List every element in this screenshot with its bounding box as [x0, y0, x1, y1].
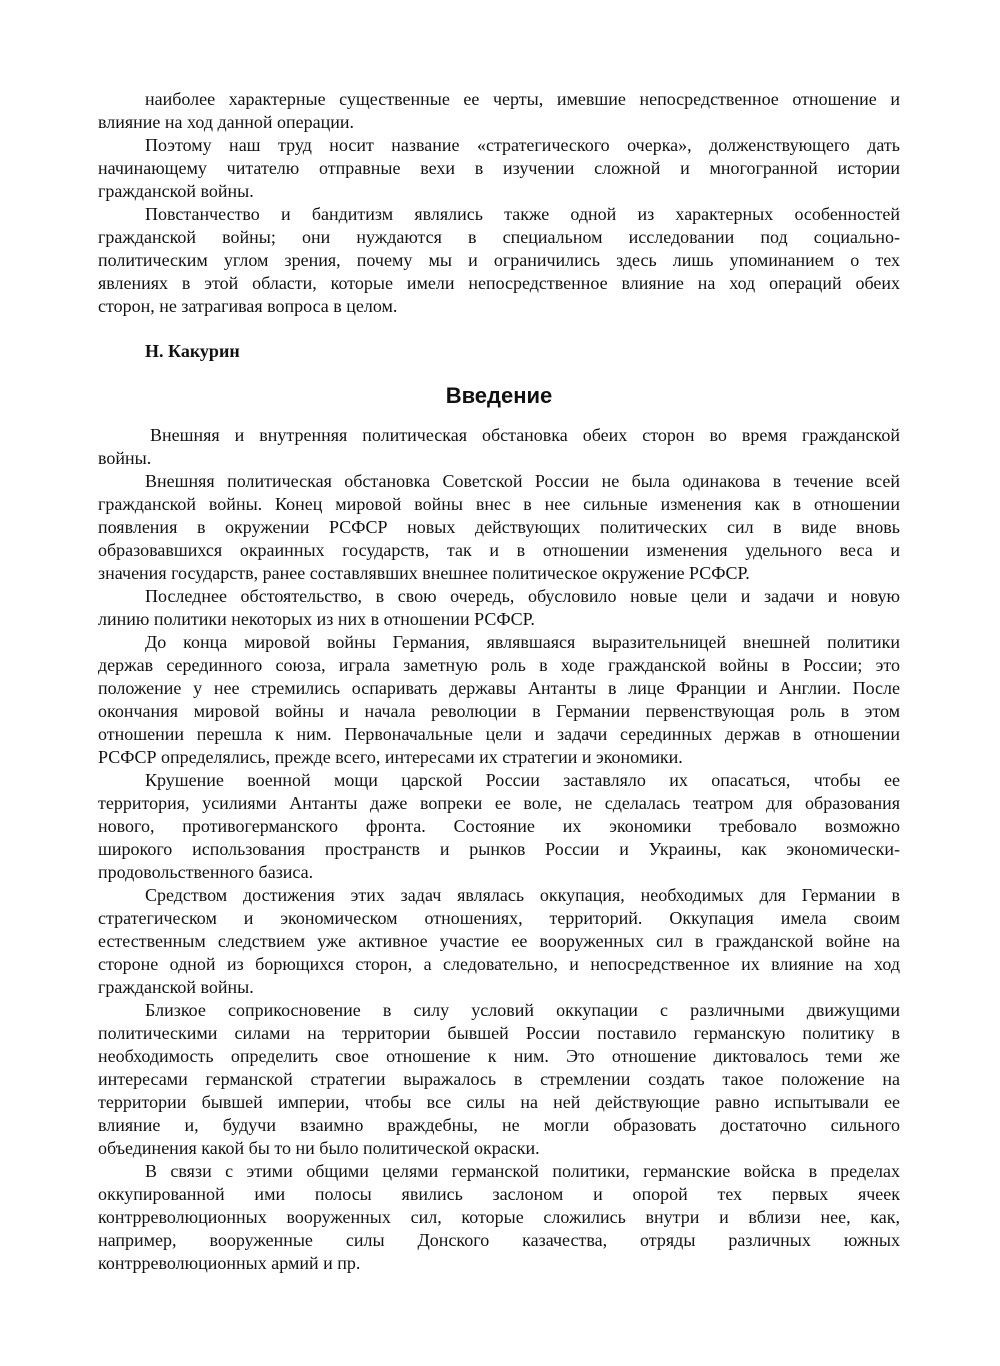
- text-line: сторон, не затрагивая вопроса в целом.: [98, 296, 398, 316]
- text-line: появления в окружении РСФСР новых действующих политических сил в виде вновь: [98, 517, 900, 537]
- text-line: начинающему читателю отправные вехи в изучении сложной и многогранной истории: [98, 158, 900, 178]
- text-line: политическими силами на территории бывшей России поставило германскую политику в: [98, 1023, 900, 1043]
- paragraph: [98, 424, 900, 470]
- paragraph: [98, 470, 900, 585]
- introduction-section: [98, 424, 900, 1275]
- paragraph: [98, 585, 900, 631]
- text-line: объединения какой бы то ни было политической окраски.: [98, 1138, 540, 1158]
- text-line: держав серединного союза, играла заметную роль в ходе гражданской войны в России; это: [98, 655, 900, 675]
- text-line: РСФСР определялись, прежде всего, интересами их стратегии и экономики.: [98, 747, 683, 767]
- text-line: Повстанчество и бандитизм являлись также одной из характерных особенностей: [145, 204, 900, 224]
- text-line: влияние и, будучи взаимно враждебны, не могли образовать достаточно сильного: [98, 1115, 900, 1135]
- text-line: значения государств, ранее составлявших внешнее политическое окружение РСФСР.: [98, 563, 750, 583]
- text-line: гражданской войны.: [98, 181, 254, 201]
- text-line: гражданской войны.: [98, 977, 254, 997]
- text-line: территория, усилиями Антанты даже вопреки ее воле, не сделалась театром для образования: [98, 793, 900, 813]
- text-line: Средством достижения этих задач являлась оккупация, необходимых для Германии в: [145, 885, 900, 905]
- text-line: Последнее обстоятельство, в свою очередь, обусловило новые цели и задачи и новую: [145, 586, 900, 606]
- text-line: образовавшихся окраинных государств, так и в отношении изменения удельного веса и: [98, 540, 900, 560]
- text-line: продовольственного базиса.: [98, 862, 314, 882]
- paragraph: [98, 884, 900, 999]
- text-line: Поэтому наш труд носит название «стратегического очерка», долженствующего дать: [145, 135, 900, 155]
- text-line: оккупированной ими полосы явились заслоном и опорой тех первых ячеек: [98, 1184, 900, 1204]
- text-line: влияние на ход данной операции.: [98, 112, 355, 132]
- section-heading: Введение: [445, 383, 553, 408]
- paragraph: [98, 631, 900, 769]
- preface-section: [98, 88, 900, 318]
- text-line: нового, противогерманского фронта. Состояние их экономики требовало возможно: [98, 816, 900, 836]
- text-line: интересами германской стратегии выражалось в стремлении создать такое положение на: [98, 1069, 900, 1089]
- text-line: явлениях в этой области, которые имели непосредственное влияние на ход операций обеих: [98, 273, 900, 293]
- text-line: положение у нее стремились оспаривать державы Антанты в лице Франции и Англии. После: [98, 678, 900, 698]
- text-line: наиболее характерные существенные ее черты, имевшие непосредственное отношение и: [145, 89, 900, 109]
- author-signature: Н. Какурин: [145, 341, 240, 361]
- text-line: В связи с этими общими целями германской политики, германские войска в пределах: [145, 1161, 900, 1181]
- text-line: гражданской войны. Конец мировой войны внес в нее сильные изменения как в отношении: [98, 494, 900, 514]
- text-line: стратегическом и экономическом отношениях, территорий. Оккупация имела своим: [98, 908, 900, 928]
- text-line: политическим углом зрения, почему мы и ограничились здесь лишь упоминанием о тех: [98, 250, 900, 270]
- text-line: необходимость определить свое отношение к ним. Это отношение диктовалось теми же: [98, 1046, 900, 1066]
- text-line: линию политики некоторых из них в отношении РСФСР.: [98, 609, 535, 629]
- text-line: контрреволюционных вооруженных сил, которые сложились внутри и вблизи нее, как,: [98, 1207, 900, 1227]
- paragraph: [98, 88, 900, 134]
- text-line: широкого использования пространств и рынков России и Украины, как экономически-: [98, 839, 900, 859]
- paragraph: [98, 203, 900, 318]
- document-page: [98, 88, 900, 1275]
- text-line: территории бывшей империи, чтобы все силы на ней действующие равно испытывали ее: [98, 1092, 900, 1112]
- text-line: например, вооруженные силы Донского казачества, отряды различных южных: [98, 1230, 900, 1250]
- text-line: Близкое соприкосновение в силу условий оккупации с различными движущими: [145, 1000, 900, 1020]
- paragraph: [98, 769, 900, 884]
- text-line: Внешняя и внутренняя политическая обстановка обеих сторон во время гражданской: [150, 425, 900, 445]
- text-line: Внешняя политическая обстановка Советской России не была одинакова в течение всей: [145, 471, 900, 491]
- text-line: гражданской войны; они нуждаются в специальном исследовании под социально-: [98, 227, 900, 247]
- text-line: отношении перешла к ним. Первоначальные цели и задачи серединных держав в отношении: [98, 724, 900, 744]
- text-line: До конца мировой войны Германия, являвшаяся выразительницей внешней политики: [145, 632, 900, 652]
- paragraph: [98, 999, 900, 1160]
- text-line: контрреволюционных армий и пр.: [98, 1253, 361, 1273]
- text-line: Крушение военной мощи царской России заставляло их опасаться, чтобы ее: [145, 770, 900, 790]
- text-line: войны.: [98, 448, 152, 468]
- text-line: естественным следствием уже активное участие ее вооруженных сил в гражданской войне на: [98, 931, 900, 951]
- text-line: окончания мировой войны и начала революции в Германии первенствующая роль в этом: [98, 701, 900, 721]
- text-line: стороне одной из борющихся сторон, а следовательно, и непосредственное их влияние на ход: [98, 954, 900, 974]
- paragraph: [98, 134, 900, 203]
- paragraph: [98, 1160, 900, 1275]
